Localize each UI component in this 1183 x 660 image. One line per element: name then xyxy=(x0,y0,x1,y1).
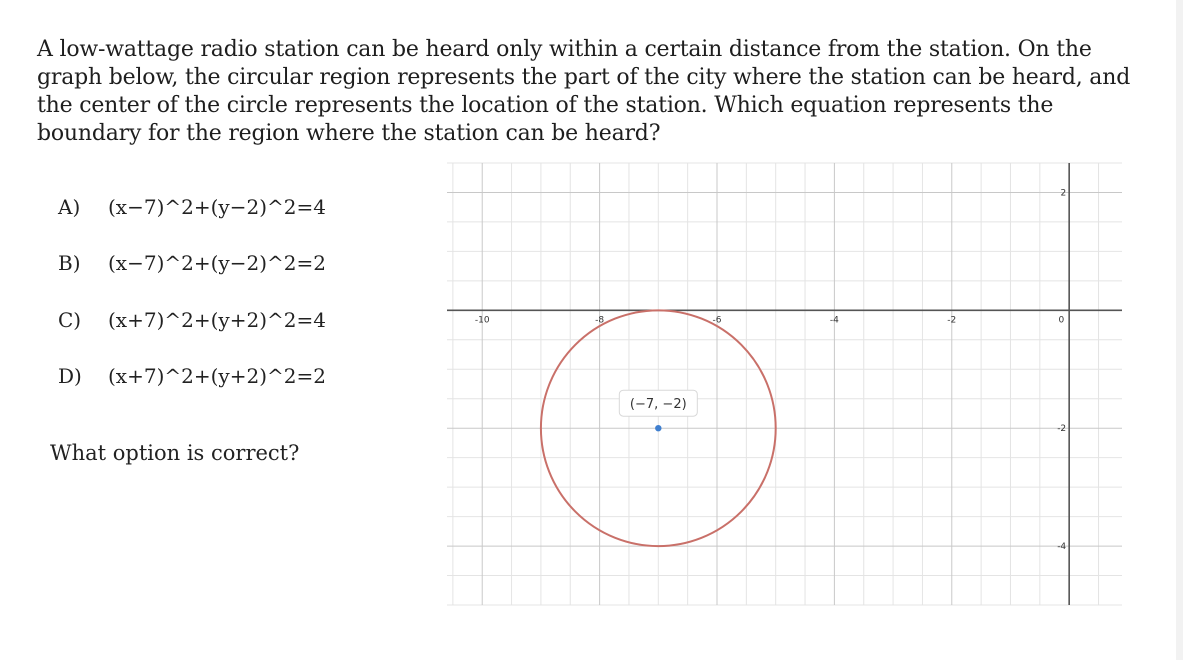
graph-background xyxy=(447,163,1122,605)
answer-prompt: What option is correct? xyxy=(50,441,300,465)
option-d-letter: D) xyxy=(58,364,82,388)
center-point-label: (−7, −2) xyxy=(629,397,687,413)
option-d-text: (x+7)^2+(y+2)^2=2 xyxy=(108,364,326,388)
x-tick-label: -6 xyxy=(712,315,722,326)
page-edge xyxy=(1176,0,1183,660)
option-c-letter: C) xyxy=(58,308,82,332)
y-tick-label: -2 xyxy=(1057,424,1067,435)
question-text: A low-wattage radio station can be heard only within a certain distance from the station. On the graph below, the circular region represents the part of the city where the station can be heard, and the center of the circle represents the location of the station. Which equation represents the boundary for the region where the station can be heard? xyxy=(37,37,1131,146)
x-tick-label: -2 xyxy=(947,315,957,326)
x-tick-label: -8 xyxy=(595,315,605,326)
y-tick-label: 2 xyxy=(1060,188,1067,199)
x-tick-label: 0 xyxy=(1058,315,1065,326)
option-b-text: (x−7)^2+(y−2)^2=2 xyxy=(108,251,326,275)
y-tick-label: -4 xyxy=(1057,542,1067,553)
option-b-letter: B) xyxy=(58,251,81,275)
option-a-text: (x−7)^2+(y−2)^2=4 xyxy=(108,195,326,219)
option-a-letter: A) xyxy=(58,195,81,219)
x-tick-label: -4 xyxy=(829,315,839,326)
option-c-text: (x+7)^2+(y+2)^2=4 xyxy=(108,308,326,332)
x-tick-label: -10 xyxy=(474,315,490,326)
center-point xyxy=(655,425,661,431)
